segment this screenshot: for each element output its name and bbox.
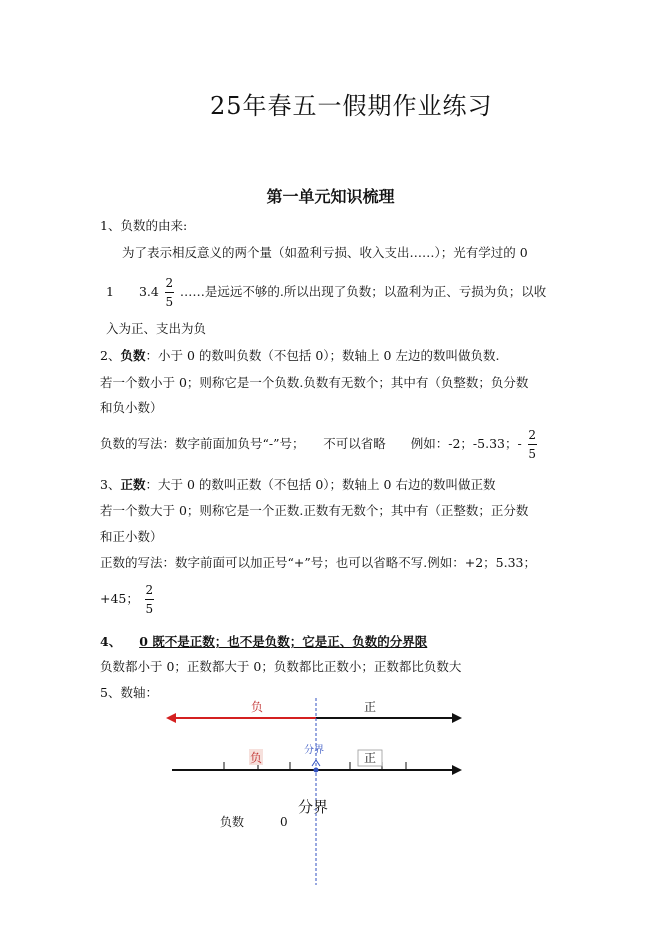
label-boundary: 分界: [298, 798, 329, 816]
positive-arrowhead: [452, 713, 462, 723]
page-title: 25年春五一假期作业练习: [210, 92, 493, 120]
sec3-paragraph-2: 和正小数）: [100, 529, 163, 544]
sec2-term: 负数: [120, 348, 146, 363]
label-positive-lower: 正: [364, 751, 377, 765]
sec2-paragraph-2: 和负小数）: [100, 400, 163, 415]
sec2-writing-text: 负数的写法：数字前面加负号“-”号； 不可以省略 例如：-2；-5.33；-: [100, 436, 522, 451]
fraction-numerator: 2: [528, 428, 537, 442]
sec1-paragraph-3: 入为正、支出为负: [106, 321, 207, 336]
number-line-arrowhead: [452, 765, 462, 775]
fraction-denominator: 5: [528, 447, 537, 461]
sec4-statement: 0 既不是正数；也不是负数；它是正、负数的分界限: [139, 634, 428, 649]
fraction-numerator: 2: [145, 583, 154, 597]
label-negative-lower: 负: [250, 751, 263, 765]
sec3-number: 3、: [100, 477, 121, 492]
label-positive-top: 正: [364, 700, 377, 714]
label-boundary-small: 分界: [304, 745, 324, 756]
sec2-paragraph-1: 若一个数小于 0；则称它是一个负数.负数有无数个；其中有（负整数；负分数: [100, 375, 529, 390]
fraction-denominator: 5: [145, 602, 154, 616]
sec1-numbers: 1 3.4: [106, 284, 159, 299]
label-negative-numbers: 负数: [220, 815, 245, 829]
sec3-writing: 正数的写法：数字前面可以加正号“+”号；也可以省略不写.例如：+2；5.33；: [100, 555, 536, 570]
fraction-denominator: 5: [165, 295, 174, 309]
sec3-paragraph-1: 若一个数大于 0；则称它是一个正数.正数有无数个；其中有（正整数；正分数: [100, 503, 529, 518]
origin-point: [314, 768, 319, 773]
label-negative-top: 负: [251, 700, 264, 714]
sec2-number: 2、: [100, 348, 121, 363]
fraction-numerator: 2: [165, 276, 174, 290]
label-zero: 0: [280, 815, 288, 829]
sec5-heading: 5、数轴：: [100, 685, 158, 700]
negative-arrowhead: [166, 713, 176, 723]
sec1-heading: 1、负数的由来:: [100, 218, 188, 233]
sec4-number: 4、: [100, 634, 122, 649]
sec3-def: ：大于 0 的数叫正数（不包括 0）；数轴上 0 右边的数叫做正数: [145, 477, 496, 492]
sec4-paragraph-1: 负数都小于 0；正数都大于 0；负数都比正数小；正数都比负数大: [100, 659, 462, 674]
sec1-text: ……是远远不够的.所以出现了负数；以盈利为正、亏损为负；以收: [179, 284, 547, 299]
sec1-paragraph-1: 为了表示相反意义的两个量（如盈利亏损、收入支出……）；光有学过的 0: [122, 245, 528, 260]
sec3-term: 正数: [120, 477, 146, 492]
sec3-example-text: +45；: [100, 591, 139, 606]
section-title: 第一单元知识梳理: [266, 187, 395, 206]
sec2-def: ：小于 0 的数叫负数（不包括 0）；数轴上 0 左边的数叫做负数.: [145, 348, 500, 363]
